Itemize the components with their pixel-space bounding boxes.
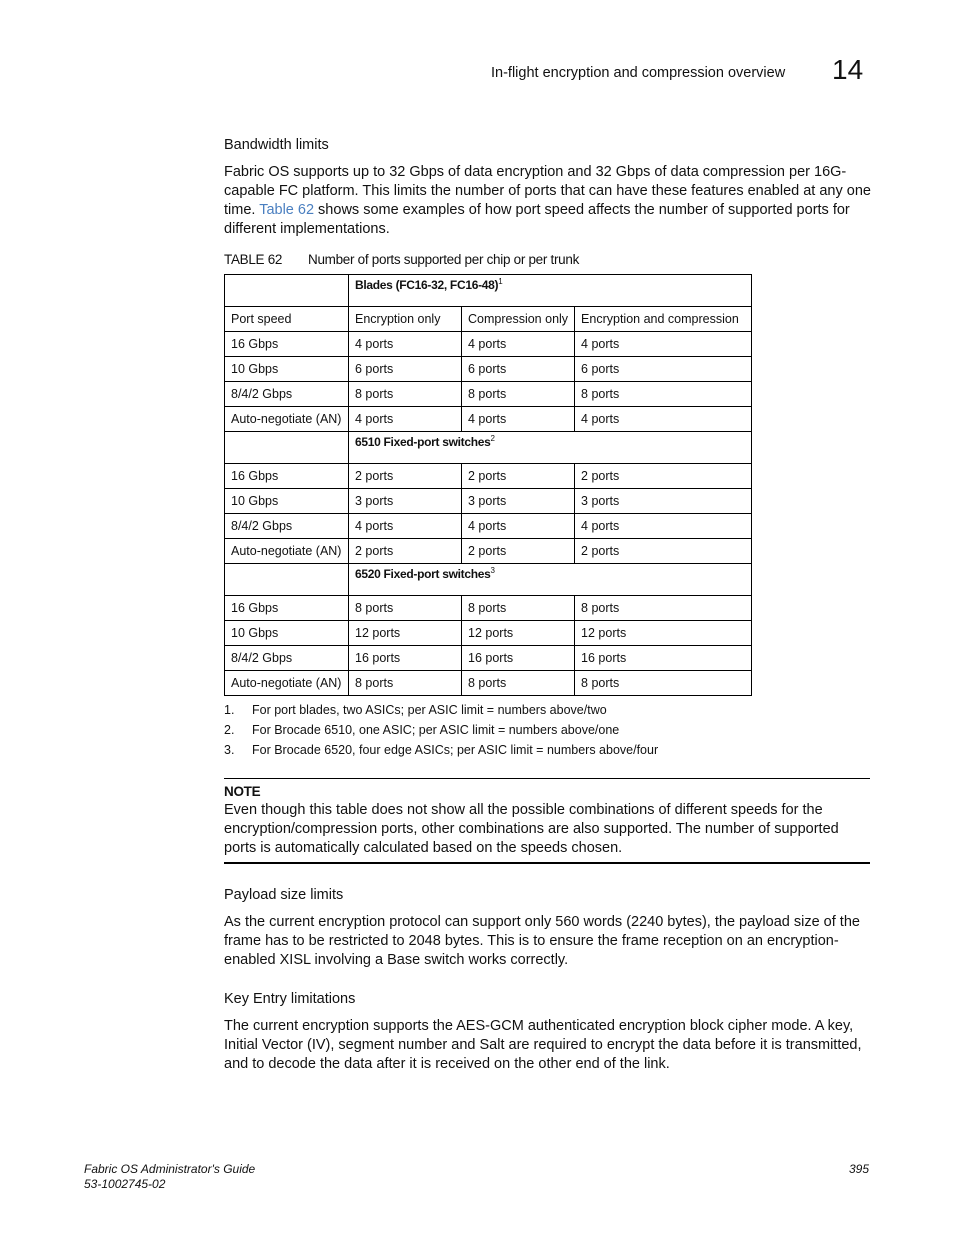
note-text: Even though this table does not show all the possible combinations of different speeds for the encryption/compression ports, other combinations are also supported. The number of supported ports is automatically calculated based on the speeds chosen. <box>224 802 839 856</box>
table-cell: 2 ports <box>575 539 752 564</box>
text: shows some examples of how port speed affects the number of supported ports for different implementations. <box>224 202 850 237</box>
table-caption <box>224 251 874 269</box>
table-cell: Auto-negotiate (AN) <box>225 671 349 696</box>
table-footnote <box>224 720 874 740</box>
table-cell: 16 ports <box>349 646 462 671</box>
table-cell: 3 ports <box>575 489 752 514</box>
footnote-ref: 3 <box>490 566 495 575</box>
table-row <box>225 514 752 539</box>
table-cell: 2 ports <box>462 539 575 564</box>
column-header: Encryption only <box>349 307 462 332</box>
group-title <box>349 564 752 596</box>
group-title <box>349 275 752 307</box>
table-row <box>225 382 752 407</box>
group-header-row <box>225 432 752 464</box>
table-cell: 10 Gbps <box>225 621 349 646</box>
table-cell: 12 ports <box>349 621 462 646</box>
table-cell: 4 ports <box>575 332 752 357</box>
table-row <box>225 464 752 489</box>
table-cell: 6 ports <box>349 357 462 382</box>
footnote-number: 2. <box>224 723 235 737</box>
group-header-row <box>225 275 752 307</box>
footnote-number: 1. <box>224 703 235 717</box>
note-title: NOTE <box>224 784 261 799</box>
table-footnote <box>224 740 874 760</box>
table-row <box>225 357 752 382</box>
table-link[interactable]: Table 62 <box>259 202 315 218</box>
table-cell: 8 ports <box>462 382 575 407</box>
table-cell: 4 ports <box>462 514 575 539</box>
table-row <box>225 596 752 621</box>
footnote-text: For port blades, two ASICs; per ASIC limit = numbers above/two <box>252 703 607 717</box>
table-cell: 6 ports <box>575 357 752 382</box>
payload-paragraph: As the current encryption protocol can support only 560 words (2240 bytes), the payload size of the frame has to be restricted to 2048 bytes. This is to ensure the frame reception on an encryption-enabled XISL involving a Base switch works correctly. <box>224 914 860 968</box>
column-header: Port speed <box>225 307 349 332</box>
table-cell: 4 ports <box>462 332 575 357</box>
table-cell: 4 ports <box>575 514 752 539</box>
footnote-text: For Brocade 6510, one ASIC; per ASIC limit = numbers above/one <box>252 723 620 737</box>
column-header: Compression only <box>462 307 575 332</box>
footnote-text: For Brocade 6520, four edge ASICs; per ASIC limit = numbers above/four <box>252 743 659 757</box>
table-cell: 16 Gbps <box>225 464 349 489</box>
table-cell: 8 ports <box>349 382 462 407</box>
table-footnote <box>224 700 874 720</box>
table-cell: 12 ports <box>575 621 752 646</box>
table-cell: 10 Gbps <box>225 357 349 382</box>
table-row <box>225 489 752 514</box>
table-cell: 2 ports <box>575 464 752 489</box>
section-heading-key-entry: Key Entry limitations <box>224 991 356 1007</box>
group-title-text: 6520 Fixed-port switches <box>355 567 491 581</box>
footer-doc-info <box>84 1162 255 1192</box>
table-cell: 8 ports <box>575 671 752 696</box>
table-cell: 16 ports <box>462 646 575 671</box>
table-title: Number of ports supported per chip or per trunk <box>308 252 580 267</box>
table-cell: 3 ports <box>462 489 575 514</box>
table-cell: 12 ports <box>462 621 575 646</box>
table-cell: 8/4/2 Gbps <box>225 514 349 539</box>
chapter-number: 14 <box>832 54 864 85</box>
table-row <box>225 621 752 646</box>
table-cell: 16 Gbps <box>225 596 349 621</box>
bandwidth-paragraph <box>224 163 874 239</box>
table-cell: 4 ports <box>349 332 462 357</box>
table-cell: 4 ports <box>575 407 752 432</box>
table-row <box>225 407 752 432</box>
table-cell: 8 ports <box>462 671 575 696</box>
text: Fabric OS supports up to 32 Gbps of data encryption and 32 Gbps of data compression per 16G-capable FC platform. This limits the number of ports that can have these features enabled at any one time. <box>224 164 871 218</box>
table-cell: 3 ports <box>349 489 462 514</box>
section-heading-payload: Payload size limits <box>224 887 344 903</box>
empty-cell <box>225 564 349 596</box>
table-row <box>225 646 752 671</box>
footnote-ref: 2 <box>490 434 495 443</box>
table-cell: 4 ports <box>349 407 462 432</box>
table-cell: 2 ports <box>462 464 575 489</box>
empty-cell <box>225 432 349 464</box>
section-heading-bandwidth: Bandwidth limits <box>224 137 329 153</box>
table-cell: 8 ports <box>575 596 752 621</box>
page-number: 395 <box>849 1162 870 1176</box>
table-cell: 10 Gbps <box>225 489 349 514</box>
table-cell: 16 Gbps <box>225 332 349 357</box>
footer-doc-number: 53-1002745-02 <box>84 1177 166 1191</box>
table-row <box>225 539 752 564</box>
running-header: In-flight encryption and compression overview <box>491 65 786 81</box>
table-cell: 8 ports <box>349 596 462 621</box>
table-row <box>225 332 752 357</box>
table-cell: 8 ports <box>349 671 462 696</box>
table-cell: 4 ports <box>462 407 575 432</box>
group-title-text: 6510 Fixed-port switches <box>355 435 491 449</box>
table-cell: 2 ports <box>349 464 462 489</box>
table-cell: 6 ports <box>462 357 575 382</box>
group-title <box>349 432 752 464</box>
key-entry-paragraph: The current encryption supports the AES-GCM authenticated encryption block cipher mode. A key, Initial Vector (IV), segment number and Salt are required to encrypt the data before it is transmitted, and to decode the data after it is received on the other end of the link. <box>224 1018 862 1072</box>
table-cell: 8 ports <box>462 596 575 621</box>
table-cell: 8 ports <box>575 382 752 407</box>
group-header-row <box>225 564 752 596</box>
empty-cell <box>225 275 349 307</box>
table-cell: 2 ports <box>349 539 462 564</box>
table-cell: Auto-negotiate (AN) <box>225 539 349 564</box>
table-row <box>225 671 752 696</box>
table-label: TABLE 62 <box>224 252 283 267</box>
footnote-number: 3. <box>224 743 235 757</box>
group-title-text: Blades (FC16-32, FC16-48) <box>355 278 499 292</box>
table-cell: 8/4/2 Gbps <box>225 382 349 407</box>
table-cell: Auto-negotiate (AN) <box>225 407 349 432</box>
table-footnotes <box>224 700 874 760</box>
content-column <box>224 136 874 1086</box>
table-cell: 4 ports <box>349 514 462 539</box>
note-box <box>224 778 870 864</box>
table-cell: 8/4/2 Gbps <box>225 646 349 671</box>
column-header-row <box>225 307 752 332</box>
ports-table <box>224 274 752 696</box>
table-cell: 16 ports <box>575 646 752 671</box>
footnote-ref: 1 <box>498 277 503 286</box>
column-header: Encryption and compression <box>575 307 752 332</box>
footer-doc-title: Fabric OS Administrator's Guide <box>84 1162 256 1176</box>
